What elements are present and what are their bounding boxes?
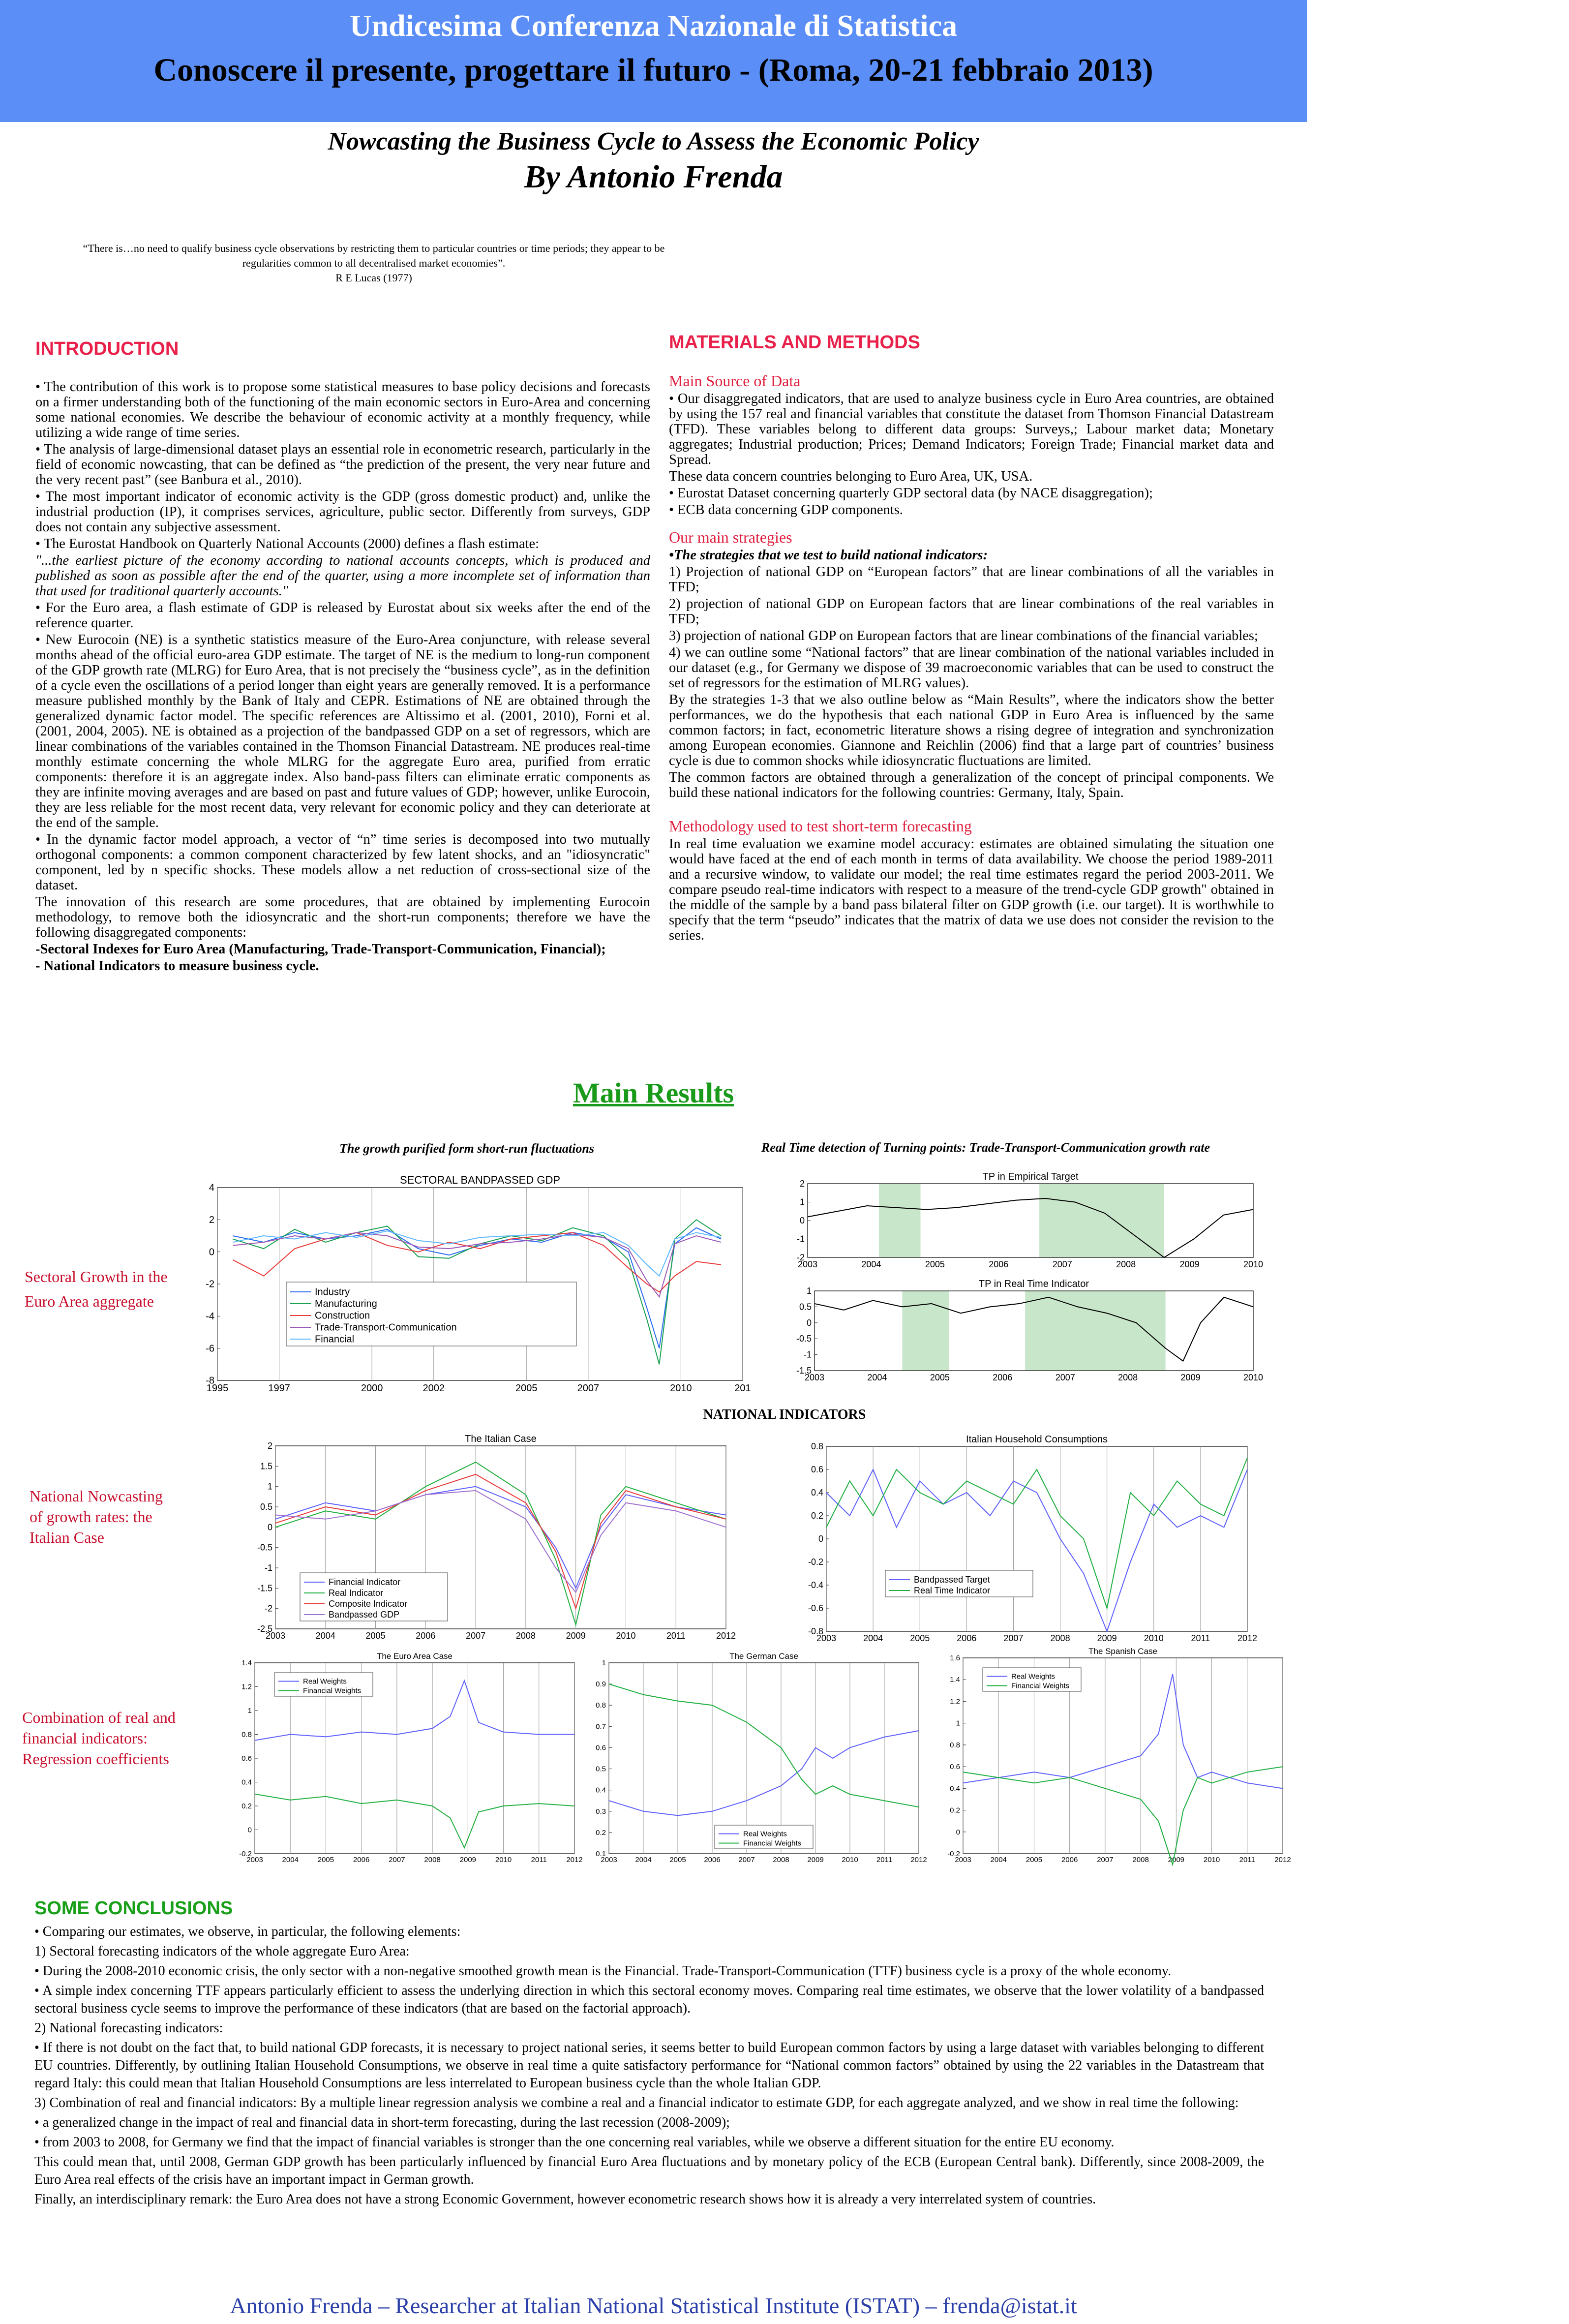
- x-tick-label: 2006: [993, 1373, 1013, 1382]
- y-tick-label: 0.6: [241, 1754, 252, 1763]
- y-tick-label: 1.4: [950, 1676, 960, 1684]
- x-tick-label: 2008: [424, 1856, 441, 1864]
- x-tick-label: 2010: [1203, 1856, 1220, 1864]
- y-tick-label: -2: [264, 1603, 272, 1614]
- y-tick-label: 2: [267, 1441, 272, 1451]
- y-tick-label: 0: [209, 1247, 214, 1258]
- x-tick-label: 2007: [577, 1383, 600, 1394]
- recession-shade: [879, 1184, 921, 1257]
- y-tick-label: 0.2: [241, 1802, 252, 1810]
- y-tick-label: 0.6: [811, 1465, 823, 1474]
- y-tick-label: -0.5: [796, 1334, 812, 1344]
- conclusions-body: [34, 1923, 1264, 2208]
- y-tick-label: 0.1: [596, 1850, 606, 1858]
- x-tick-label: 2004: [315, 1631, 335, 1641]
- legend-label: Financial Weights: [1011, 1682, 1070, 1690]
- paragraph: • During the 2008-2010 economic crisis, the only sector with a non-negative smoothed growth mean is the Financial. Trade-Transport-Communication (TTF) business cycle is a proxy of the whole economy.: [34, 1963, 1172, 1979]
- legend-label: Bandpassed Target: [914, 1575, 990, 1585]
- main-source-heading: Main Source of Data: [669, 372, 801, 390]
- x-tick-label: 2009: [1180, 1373, 1201, 1382]
- legend-label: Financial Weights: [743, 1839, 802, 1848]
- paragraph: Finally, an interdisciplinary remark: the Euro Area does not have a strong Economic Government, however econometric research shows how it is already a very interrelated system of countries.: [34, 2192, 1096, 2207]
- y-tick-label: 1: [602, 1659, 606, 1667]
- strategies-body: [669, 548, 1274, 800]
- series-line: [963, 1767, 1283, 1865]
- chart-title: The Spanish Case: [1088, 1647, 1157, 1656]
- y-tick-label: -0.5: [257, 1542, 272, 1553]
- paragraph: • a generalized change in the impact of real and financial data in short-term forecasting, during the last recession (2008-2009);: [34, 2115, 730, 2130]
- epigraph-author: R E Lucas (1977): [335, 272, 412, 284]
- paragraph: • Our disaggregated indicators, that are used to analyze business cycle in Euro Area countries, are obtained by using the 157 real and financial variables that constitute the dataset from Thomson Financial Datastream (TFD). These variables belong to different data groups: Surveys,; Labour market data; Monetary aggregates; Industrial production; Prices; Demand Indicators; Foreign Trade; Financial market data and Spread.: [669, 391, 1274, 467]
- combination-label: [22, 1707, 176, 1769]
- y-tick-label: 0.2: [596, 1828, 606, 1837]
- sectoral-label: [25, 1264, 168, 1314]
- x-tick-label: 2005: [1026, 1856, 1043, 1864]
- y-tick-label: 4: [209, 1182, 214, 1193]
- paragraph: The common factors are obtained through a generalization of the concept of principal components. We build these national indicators for the following countries: Germany, Italy, Spain.: [669, 770, 1274, 800]
- legend-label: Real Weights: [743, 1830, 787, 1838]
- x-tick-label: 2008: [773, 1856, 789, 1864]
- paragraph: • Eurostat Dataset concerning quarterly GDP sectoral data (by NACE disaggregation);: [669, 486, 1153, 501]
- y-tick-label: 0: [818, 1534, 823, 1544]
- x-tick-label: 2006: [704, 1856, 721, 1864]
- x-tick-label: 2005: [669, 1856, 686, 1864]
- y-tick-label: -6: [206, 1343, 214, 1354]
- y-tick-label: 1: [956, 1719, 960, 1728]
- x-tick-label: 2008: [1118, 1373, 1138, 1382]
- y-tick-label: 0.9: [596, 1680, 606, 1689]
- x-tick-label: 201: [734, 1383, 751, 1394]
- series-line: [255, 1794, 574, 1848]
- y-tick-label: -1: [803, 1349, 812, 1360]
- x-tick-label: 1995: [206, 1383, 229, 1394]
- combination-label-line: Combination of real and: [22, 1709, 176, 1726]
- plot-frame: [808, 1184, 1253, 1257]
- series-line: [233, 1231, 721, 1276]
- legend-label: Construction: [315, 1310, 370, 1321]
- y-tick-label: -1: [796, 1234, 805, 1244]
- legend-label: Manufacturing: [315, 1298, 377, 1310]
- x-tick-label: 2012: [1237, 1633, 1258, 1643]
- series-line: [609, 1684, 919, 1807]
- spanish-case-chart: [939, 1643, 1289, 1869]
- italian-case-chart: [241, 1429, 736, 1646]
- conference-title: Undicesima Conferenza Nazionale di Statistica: [349, 9, 958, 43]
- x-tick-label: 2011: [666, 1631, 686, 1641]
- legend-label: Real Indicator: [329, 1588, 384, 1598]
- italian-label-line: of growth rates: the: [30, 1508, 152, 1526]
- introduction-heading: INTRODUCTION: [35, 338, 179, 359]
- paragraph: • ECB data concerning GDP components.: [669, 502, 903, 518]
- x-tick-label: 2009: [566, 1631, 586, 1641]
- series-line: [609, 1731, 919, 1815]
- legend-label: Industry: [315, 1286, 350, 1298]
- y-tick-label: -0.2: [947, 1850, 960, 1858]
- y-tick-label: -2: [796, 1253, 805, 1262]
- x-tick-label: 2010: [670, 1383, 692, 1394]
- paragraph: • The contribution of this work is to propose some statistical measures to base policy decisions and forecasts on a firmer understanding both of the functioning of the main economic sectors in Euro-Area and concerning some national economies. We describe the behaviour of economic activity at a monthly frequency, while utilizing a wide range of time series.: [35, 379, 650, 440]
- german-case-chart: [585, 1648, 925, 1869]
- main-results-heading: Main Results: [573, 1077, 734, 1109]
- series-line: [826, 1469, 1247, 1631]
- x-tick-label: 2011: [531, 1856, 547, 1864]
- x-tick-label: 2009: [459, 1856, 477, 1864]
- x-tick-label: 2004: [282, 1856, 299, 1864]
- chart-title: TP in Empirical Target: [982, 1171, 1079, 1182]
- conclusions-section: [34, 1898, 1264, 2210]
- y-tick-label: -2: [206, 1279, 214, 1290]
- chart-title: Italian Household Consumptions: [966, 1434, 1108, 1445]
- y-tick-label: 1: [806, 1286, 812, 1296]
- paragraph: • The most important indicator of economic activity is the GDP (gross domestic product) and, unlike the industrial production (IP), it comprises services, agriculture, public sector. Differently from surveys, GDP does not contain any subjective assessment.: [35, 489, 650, 535]
- paragraph: These data concern countries belonging to Euro Area, UK, USA.: [669, 469, 1033, 484]
- y-tick-label: 1.2: [950, 1697, 960, 1706]
- y-tick-label: 2: [209, 1215, 214, 1225]
- paragraph: • If there is not doubt on the fact that, to build national GDP forecasts, it is necessary to project national series, it seems better to build European common factors by using a large dataset with variables belonging to different EU countries. Differently, by outlining Italian Household Consumptions, we observe in real time a quite satisfactory performance for “National common factors” obtained by using the 22 variables in the Datastream that regard Italy: this could mean that Italian Household Consumptions are less interrelated to European business cycle than the whole Italian GDP.: [34, 2040, 1264, 2091]
- x-tick-label: 2012: [1274, 1856, 1291, 1864]
- x-tick-label: 2004: [635, 1856, 652, 1864]
- x-tick-label: 2005: [365, 1631, 386, 1641]
- y-tick-label: -0.2: [239, 1850, 252, 1858]
- x-tick-label: 2007: [738, 1856, 755, 1864]
- y-tick-label: -1: [264, 1563, 272, 1573]
- paragraph: 3) projection of national GDP on European factors that are linear combinations of the financial variables;: [669, 628, 1258, 643]
- paragraph: This could mean that, until 2008, German GDP growth has been particularly influenced by financial Euro Area fluctuations and by monetary policy of the ECB (European Central bank). Differently, since 2008-2009, the Euro Area real effects of the crisis have an important impact in German growth.: [34, 2154, 1264, 2187]
- right-chart-caption: Real Time detection of Turning points: Trade-Transport-Communication growth rate: [761, 1140, 1210, 1155]
- x-tick-label: 2005: [930, 1373, 950, 1382]
- x-tick-label: 2008: [515, 1631, 536, 1641]
- conference-subtitle: Conoscere il presente, progettare il futuro - (Roma, 20-21 febbraio 2013): [153, 52, 1153, 88]
- x-tick-label: 2005: [515, 1383, 538, 1394]
- x-tick-label: 2012: [910, 1856, 927, 1864]
- y-tick-label: 0.8: [811, 1441, 823, 1451]
- paragraph: By the strategies 1-3 that we also outline below as “Main Results”, where the indicators show the better performances, we do the hypothesis that each national GDP in Euro Area is influenced by the same common factors; in fact, econometric literature shows a rising degree of integration and synchronization among European economies. Giannone and Reichlin (2006) find that a large part of countries’ business cycle is due to common shocks while idiosyncratic fluctuations are limited.: [669, 692, 1274, 768]
- y-tick-label: 0.5: [596, 1765, 606, 1774]
- y-tick-label: 0.4: [596, 1786, 606, 1795]
- x-tick-label: 2010: [1144, 1633, 1164, 1643]
- methodology-body: In real time evaluation we examine model accuracy: estimates are obtained simulating the situation one would have faced at the end of each month in terms of data availability. We choose the period 1989-2011 and a recursive window, to validate our model; the real time estimates regard the period 2003-2011. We compare pseudo real-time indicators with respect to a measure of the trend-cycle GDP growth" obtained in the middle of the sample by a band pass bilateral filter on GDP growth (i.e. our target). It is worthwhile to specify that the term “pseudo” indicates that the matrix of data we use does not consider the revision to the series.: [669, 836, 1274, 943]
- materials-heading: MATERIALS AND METHODS: [669, 332, 920, 353]
- paragraph: -Sectoral Indexes for Euro Area (Manufacturing, Trade-Transport-Communication, Financial);: [35, 942, 606, 957]
- x-tick-label: 2003: [601, 1856, 617, 1864]
- x-tick-label: 2006: [989, 1259, 1009, 1269]
- x-tick-label: 2009: [1097, 1633, 1117, 1643]
- epigraph: [79, 241, 669, 285]
- chart-title: The German Case: [729, 1651, 798, 1661]
- paper-title: Nowcasting the Business Cycle to Assess the Economic Policy: [328, 127, 979, 155]
- x-tick-label: 2007: [1055, 1373, 1075, 1382]
- x-tick-label: 1997: [268, 1383, 290, 1394]
- sectoral-label-line: Sectoral Growth in the: [25, 1268, 168, 1285]
- paragraph: "...the earliest picture of the economy according to national accounts concepts, which is produced and published as soon as possible after the end of the quarter, using a more incomplete set of information than that used for traditional quarterly accounts.": [35, 553, 650, 599]
- x-tick-label: 2006: [353, 1856, 370, 1864]
- x-tick-label: 2011: [1239, 1856, 1255, 1864]
- paragraph: 3) Combination of real and financial indicators: By a multiple linear regression analysis we combine a real and a financial indicator to estimate GDP, for each aggregate analyzed, and we show in real time the following:: [34, 2095, 1239, 2110]
- y-tick-label: -8: [206, 1375, 214, 1386]
- national-indicators-heading: NATIONAL INDICATORS: [703, 1407, 866, 1422]
- y-tick-label: 0: [247, 1826, 252, 1835]
- paragraph: • The analysis of large-dimensional dataset plays an essential role in econometric research, particularly in the field of economic nowcasting, that can be defined as “the prediction of the present, the very near future and the very recent past” (see Banbura et al., 2010).: [35, 442, 650, 488]
- legend-label: Composite Indicator: [329, 1599, 408, 1609]
- paragraph: • In the dynamic factor model approach, a vector of “n” time series is decomposed into two mutually orthogonal components: a common component characterized by few latent shocks, and an "idiosyncratic" component, led by n specific shocks. These models allow a net reduction of cross-sectional size of the dataset.: [35, 832, 650, 893]
- chart-title: The Euro Area Case: [376, 1651, 453, 1661]
- y-tick-label: 0: [806, 1317, 812, 1328]
- paragraph: 1) Projection of national GDP on “European factors” that are linear combinations of all the variables in TFD;: [669, 564, 1274, 595]
- x-tick-label: 2005: [910, 1633, 930, 1643]
- y-tick-label: -1.5: [257, 1583, 272, 1593]
- paragraph: - National Indicators to measure business cycle.: [35, 958, 319, 974]
- footer: Antonio Frenda – Researcher at Italian National Statistical Institute (ISTAT) – frenda@istat.it: [230, 2293, 1077, 2318]
- y-tick-label: 0.4: [241, 1778, 252, 1787]
- italian-label: [30, 1486, 163, 1548]
- x-tick-label: 2008: [1132, 1856, 1149, 1864]
- x-tick-label: 2003: [265, 1631, 286, 1641]
- y-tick-label: -0.6: [808, 1603, 823, 1613]
- tp-empirical-target-chart: [787, 1171, 1264, 1274]
- y-tick-label: 0: [956, 1828, 960, 1836]
- x-tick-label: 2010: [1243, 1373, 1264, 1382]
- x-tick-label: 2002: [422, 1383, 445, 1394]
- y-tick-label: 0.3: [596, 1807, 606, 1816]
- paragraph: 1) Sectoral forecasting indicators of the whole aggregate Euro Area:: [34, 1944, 410, 1959]
- y-tick-label: 0.2: [950, 1806, 960, 1815]
- epigraph-text: “There is…no need to qualify business cycle observations by restricting them to particular countries or time periods; they appear to be regularities common to all decentralised market economies”.: [83, 242, 665, 269]
- x-tick-label: 2004: [863, 1633, 883, 1643]
- x-tick-label: 2010: [1243, 1259, 1264, 1269]
- italian-label-line: Italian Case: [30, 1529, 104, 1546]
- combination-label-line: Regression coefficients: [22, 1750, 169, 1768]
- series-line: [808, 1198, 1253, 1257]
- paragraph: The innovation of this research are some procedures, that are obtained by implementing Eurocoin methodology, to remove both the idiosyncratic and the short-run components; therefore we have the following disaggregated components:: [35, 894, 650, 940]
- x-tick-label: 2003: [797, 1259, 818, 1269]
- y-tick-label: 0.6: [950, 1763, 960, 1772]
- left-chart-caption: The growth purified form short-run fluctuations: [339, 1141, 594, 1156]
- y-tick-label: 1.4: [241, 1659, 252, 1667]
- y-tick-label: 0.7: [596, 1722, 606, 1731]
- materials-section: [669, 332, 1274, 943]
- y-tick-label: 0.8: [241, 1730, 252, 1739]
- y-tick-label: 1.6: [950, 1654, 960, 1662]
- sectoral-bandpassed-gdp-chart: [192, 1171, 753, 1397]
- methodology-heading: Methodology used to test short-term forecasting: [669, 817, 972, 835]
- euro-area-case-chart: [231, 1648, 583, 1869]
- y-tick-label: -0.4: [808, 1580, 823, 1590]
- y-tick-label: 1: [799, 1197, 805, 1207]
- legend-label: Real Time Indicator: [914, 1586, 991, 1595]
- y-tick-label: -0.8: [808, 1626, 823, 1636]
- paragraph: 4) we can outline some “National factors” that are linear combination of the national variables included in our dataset (e.g., for Germany we dispose of 39 macroeconomic variables that can be used to construct the set of regressors for the estimation of MLRG values).: [669, 645, 1274, 691]
- introduction-body: [35, 379, 650, 974]
- x-tick-label: 2006: [957, 1633, 977, 1643]
- y-tick-label: 1.5: [260, 1461, 272, 1471]
- x-tick-label: 2003: [955, 1856, 971, 1864]
- x-tick-label: 2007: [466, 1631, 486, 1641]
- paragraph: •The strategies that we test to build national indicators:: [669, 548, 988, 563]
- y-tick-label: 0.4: [811, 1488, 823, 1498]
- x-tick-label: 2005: [925, 1259, 945, 1269]
- y-tick-label: 1: [267, 1481, 272, 1492]
- y-tick-label: 0: [799, 1216, 805, 1225]
- y-tick-label: 0.4: [950, 1784, 960, 1793]
- y-tick-label: -1.5: [796, 1366, 812, 1376]
- sectoral-label-line: Euro Area aggregate: [25, 1292, 154, 1310]
- chart-title: The Italian Case: [465, 1434, 537, 1444]
- x-tick-label: 2006: [416, 1631, 436, 1641]
- chart-title: TP in Real Time Indicator: [978, 1279, 1089, 1289]
- legend-label: Real Weights: [1011, 1672, 1055, 1681]
- paragraph: • Comparing our estimates, we observe, in particular, the following elements:: [34, 1924, 461, 1939]
- x-tick-label: 2007: [389, 1856, 405, 1864]
- legend-label: Financial Indicator: [329, 1577, 401, 1587]
- paragraph: • The Eurostat Handbook on Quarterly National Accounts (2000) defines a flash estimate:: [35, 536, 540, 551]
- x-tick-label: 2005: [317, 1856, 334, 1864]
- paper-author: By Antonio Frenda: [524, 159, 783, 195]
- y-tick-label: -0.2: [808, 1557, 823, 1567]
- combination-label-line: financial indicators:: [22, 1729, 148, 1747]
- x-tick-label: 2007: [1003, 1633, 1024, 1643]
- recession-shade: [902, 1291, 949, 1371]
- x-tick-label: 2010: [616, 1631, 636, 1641]
- x-tick-label: 2007: [1097, 1856, 1114, 1864]
- y-tick-label: 1: [247, 1707, 252, 1715]
- x-tick-label: 2011: [1191, 1633, 1210, 1643]
- legend-label: Real Weights: [303, 1677, 347, 1686]
- x-tick-label: 2008: [1050, 1633, 1070, 1643]
- paragraph: • For the Euro area, a flash estimate of GDP is released by Eurostat about six weeks after the end of the reference quarter.: [35, 600, 650, 631]
- y-tick-label: 2: [799, 1179, 805, 1189]
- legend-label: Bandpassed GDP: [329, 1610, 400, 1620]
- paragraph: • A simple index concerning TTF appears particularly efficient to assess the underlying direction in which this sectoral economy moves. Comparing real time estimates, we observe that the lower volatility of a bandpassed sectoral business cycle seems to improve the performance of these indicators (that are based on the factorial approach).: [34, 1983, 1264, 2016]
- y-tick-label: -2.5: [257, 1624, 272, 1634]
- y-tick-label: 0.5: [260, 1502, 272, 1512]
- y-tick-label: -4: [206, 1311, 214, 1322]
- y-tick-label: 0: [267, 1522, 272, 1532]
- conclusions-heading: SOME CONCLUSIONS: [34, 1898, 233, 1919]
- y-tick-label: 0.5: [799, 1302, 812, 1312]
- legend-label: Trade-Transport-Communication: [315, 1322, 457, 1333]
- main-source-body: [669, 391, 1274, 518]
- x-tick-label: 2009: [1168, 1856, 1185, 1864]
- paragraph: 2) National forecasting indicators:: [34, 2020, 223, 2036]
- x-tick-label: 2009: [807, 1856, 824, 1864]
- introduction-section: [35, 338, 650, 975]
- x-tick-label: 2003: [816, 1633, 837, 1643]
- italian-label-line: National Nowcasting: [30, 1487, 163, 1505]
- x-tick-label: 2003: [246, 1856, 263, 1864]
- paragraph: 2) projection of national GDP on European factors that are linear combinations of the real variables in TFD;: [669, 596, 1274, 627]
- x-tick-label: 2004: [861, 1259, 881, 1269]
- x-tick-label: 2011: [876, 1856, 893, 1864]
- paragraph: • New Eurocoin (NE) is a synthetic statistics measure of the Euro-Area conjuncture, with release several months ahead of the official euro-area GDP estimate. The target of NE is the medium to long-run component of the GDP growth rate (MLRG) for Euro Area, that is not precisely the “business cycle”, as in the definition of a cycle even the oscillations of a period longer than eight years are generally removed. It is a performance measure published monthly by the Bank of Italy and CEPR. Estimations of NE are obtained through the generalized dynamic factor model. The specific references are Altissimo et al. (2001, 2010), Forni et al. (2001, 2004, 2005). NE is obtained as a projection of the bandpassed GDP on a set of regressors, which are linear combinations of the variables contained in the Thomson Financial Datastream. NE produces real-time monthly estimate concerning the whole MLRG for the aggregate Euro area, purified from erratic components: therefore it is an aggregate index. Also band-pass filters can eliminate erratic components as they are infinite moving averages and are based on past and future values of GDP; however, unlike Eurocoin, they are less reliable for the most recent data, very relevant for economic policy and they can deteriorate at the end of the sample.: [35, 632, 650, 830]
- tp-real-time-indicator-chart: [787, 1279, 1264, 1387]
- x-tick-label: 2008: [1116, 1259, 1136, 1269]
- x-tick-label: 2012: [566, 1856, 583, 1864]
- y-tick-label: 0.8: [950, 1741, 960, 1749]
- y-tick-label: 1.2: [241, 1682, 252, 1691]
- x-tick-label: 2007: [1052, 1259, 1072, 1269]
- x-tick-label: 2009: [1179, 1259, 1200, 1269]
- x-tick-label: 2006: [1061, 1856, 1078, 1864]
- legend-label: Financial Weights: [303, 1686, 362, 1695]
- chart-title: SECTORAL BANDPASSED GDP: [399, 1174, 561, 1186]
- y-tick-label: 0.2: [811, 1511, 823, 1521]
- x-tick-label: 2010: [495, 1856, 512, 1864]
- strategies-heading: Our main strategies: [669, 528, 792, 546]
- y-tick-label: 0.6: [596, 1743, 606, 1752]
- recession-shade: [1039, 1184, 1164, 1257]
- plot-frame: [826, 1446, 1247, 1631]
- x-tick-label: 2000: [361, 1383, 383, 1394]
- x-tick-label: 2003: [804, 1373, 825, 1382]
- y-tick-label: 0.8: [596, 1701, 606, 1710]
- italian-household-consumptions-chart: [792, 1432, 1258, 1648]
- legend-label: Financial: [315, 1334, 355, 1345]
- paragraph: • from 2003 to 2008, for Germany we find that the impact of financial variables is stronger than the one concerning real variables, while we observe a different situation for the entire EU economy.: [34, 2135, 1115, 2150]
- recession-shade: [1025, 1291, 1165, 1371]
- x-tick-label: 2012: [716, 1631, 736, 1641]
- x-tick-label: 2004: [867, 1373, 887, 1382]
- x-tick-label: 2004: [990, 1856, 1007, 1864]
- x-tick-label: 2010: [842, 1856, 858, 1864]
